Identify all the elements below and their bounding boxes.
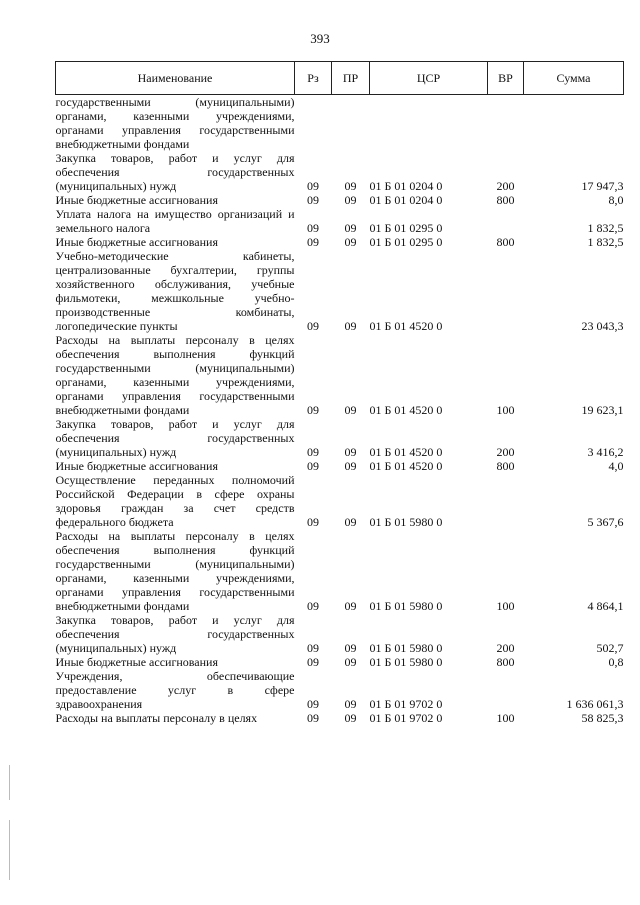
table-row [56,529,624,613]
cell-name: Иные бюджетные ассигнования [55,655,218,669]
cell-vr: 800 [496,655,515,669]
cell-vr [488,473,524,529]
table-row [56,235,624,249]
cell-name: Расходы на выплаты персоналу в целях [55,711,258,725]
cell-sum [524,95,624,152]
column-header-csr: ЦСР [370,62,488,95]
cell-vr: 800 [496,235,515,249]
cell-pr: 09 [344,221,357,235]
cell-rz: 09 [307,319,319,333]
cell-pr: 09 [344,459,357,473]
cell-sum: 19 623,1 [581,403,624,417]
table-row [56,473,624,529]
budget-table [55,61,624,725]
cell-name: Осуществление переданных полномочий Российской Федерации в сфере охраны здоровья граждан за счет средств федерального бюджета [55,473,295,529]
cell-vr [488,95,524,152]
cell-pr: 09 [344,641,357,655]
cell-csr: 01 Б 01 5980 0 [369,515,443,529]
cell-sum: 17 947,3 [581,179,624,193]
cell-rz: 09 [307,697,319,711]
cell-pr: 09 [344,599,357,613]
column-header-name: Наименование [56,62,295,95]
cell-sum: 23 043,3 [581,319,624,333]
cell-csr: 01 Б 01 5980 0 [369,599,443,613]
cell-csr: 01 Б 01 5980 0 [369,655,443,669]
cell-name: Расходы на выплаты персоналу в целях обеспечения выполнения функций государственными (муниципальными) органами, казенными учреждениями, органами управления государственными внебюджетными фондами [55,529,295,613]
cell-rz: 09 [307,459,319,473]
table-row [56,193,624,207]
cell-csr: 01 Б 01 4520 0 [369,403,443,417]
column-header-sum: Сумма [524,62,624,95]
table-row [56,207,624,235]
cell-name: Иные бюджетные ассигнования [55,235,218,249]
table-row [56,711,624,725]
cell-rz: 09 [307,599,319,613]
cell-name: Учреждения, обеспечивающие предоставление услуг в сфере здравоохранения [55,669,295,711]
cell-rz: 09 [307,235,319,249]
table-row [56,151,624,193]
cell-vr: 100 [496,403,515,417]
cell-pr: 09 [344,319,357,333]
cell-csr: 01 Б 01 9702 0 [369,697,443,711]
cell-rz: 09 [307,641,319,655]
cell-sum: 58 825,3 [581,711,624,725]
cell-rz [295,95,332,152]
cell-vr [488,207,524,235]
scan-margin-line [9,765,10,800]
cell-sum: 502,7 [596,641,624,655]
cell-sum: 4 864,1 [587,599,624,613]
table-row [56,459,624,473]
cell-rz: 09 [307,193,319,207]
cell-pr: 09 [344,403,357,417]
cell-rz: 09 [307,221,319,235]
cell-vr: 800 [496,193,515,207]
cell-sum: 4,0 [608,459,624,473]
cell-pr: 09 [344,445,357,459]
scan-margin-line [9,820,10,880]
cell-sum: 1 832,5 [587,235,624,249]
cell-pr: 09 [344,235,357,249]
cell-rz: 09 [307,403,319,417]
cell-vr: 200 [496,641,515,655]
table-header [56,62,624,95]
cell-vr: 200 [496,445,515,459]
cell-csr: 01 Б 01 9702 0 [369,711,443,725]
cell-name: Учебно-методические кабинеты, централизованные бухгалтерии, группы хозяйственного обслуживания, учебные фильмотеки, межшкольные учебно-производственные комбинаты, логопедические пункты [55,249,295,333]
cell-pr: 09 [344,711,357,725]
table-row [56,333,624,417]
cell-pr: 09 [344,179,357,193]
cell-vr [488,249,524,333]
cell-pr: 09 [344,697,357,711]
cell-csr: 01 Б 01 0204 0 [369,193,443,207]
cell-vr: 100 [496,711,515,725]
cell-rz: 09 [307,179,319,193]
cell-csr: 01 Б 01 0204 0 [369,179,443,193]
cell-csr: 01 Б 01 5980 0 [369,641,443,655]
table-row [56,95,624,152]
cell-csr: 01 Б 01 0295 0 [369,221,443,235]
table-row [56,613,624,655]
column-header-pr: ПР [332,62,370,95]
cell-name: Уплата налога на имущество организаций и земельного налога [55,207,295,235]
cell-name: Расходы на выплаты персоналу в целях обеспечения выполнения функций государственными (муниципальными) органами, казенными учреждениями, органами управления государственными внебюджетными фондами [55,333,295,417]
cell-name: Закупка товаров, работ и услуг для обеспечения государственных (муниципальных) нужд [55,613,295,655]
cell-csr: 01 Б 01 0295 0 [369,235,443,249]
cell-pr: 09 [344,193,357,207]
cell-name: Иные бюджетные ассигнования [55,193,218,207]
cell-vr: 200 [496,179,515,193]
column-header-vr: ВР [488,62,524,95]
table-body [56,95,624,726]
cell-csr [370,95,488,152]
cell-name: Закупка товаров, работ и услуг для обеспечения государственных (муниципальных) нужд [55,417,295,459]
cell-sum: 1 636 061,3 [566,697,624,711]
cell-csr: 01 Б 01 4520 0 [369,445,443,459]
table-row [56,249,624,333]
table-row [56,655,624,669]
cell-rz: 09 [307,515,319,529]
cell-vr: 100 [496,599,515,613]
cell-name: Иные бюджетные ассигнования [55,459,218,473]
cell-name: государственными (муниципальными) органами, казенными учреждениями, органами управления государственными внебюджетными фондами [55,95,295,151]
column-header-rz: Рз [295,62,332,95]
cell-vr: 800 [496,459,515,473]
cell-sum: 3 416,2 [587,445,624,459]
cell-csr: 01 Б 01 4520 0 [369,459,443,473]
cell-csr: 01 Б 01 4520 0 [369,319,443,333]
cell-rz: 09 [307,445,319,459]
cell-name: Закупка товаров, работ и услуг для обеспечения государственных (муниципальных) нужд [55,151,295,193]
cell-sum: 0,8 [608,655,624,669]
cell-vr [488,669,524,711]
table-row [56,417,624,459]
page-number: 393 [310,31,330,46]
cell-pr [332,95,370,152]
cell-sum: 5 367,6 [587,515,624,529]
cell-sum: 8,0 [608,193,624,207]
cell-pr: 09 [344,515,357,529]
cell-rz: 09 [307,711,319,725]
cell-sum: 1 832,5 [587,221,624,235]
cell-pr: 09 [344,655,357,669]
table-row [56,669,624,711]
cell-rz: 09 [307,655,319,669]
